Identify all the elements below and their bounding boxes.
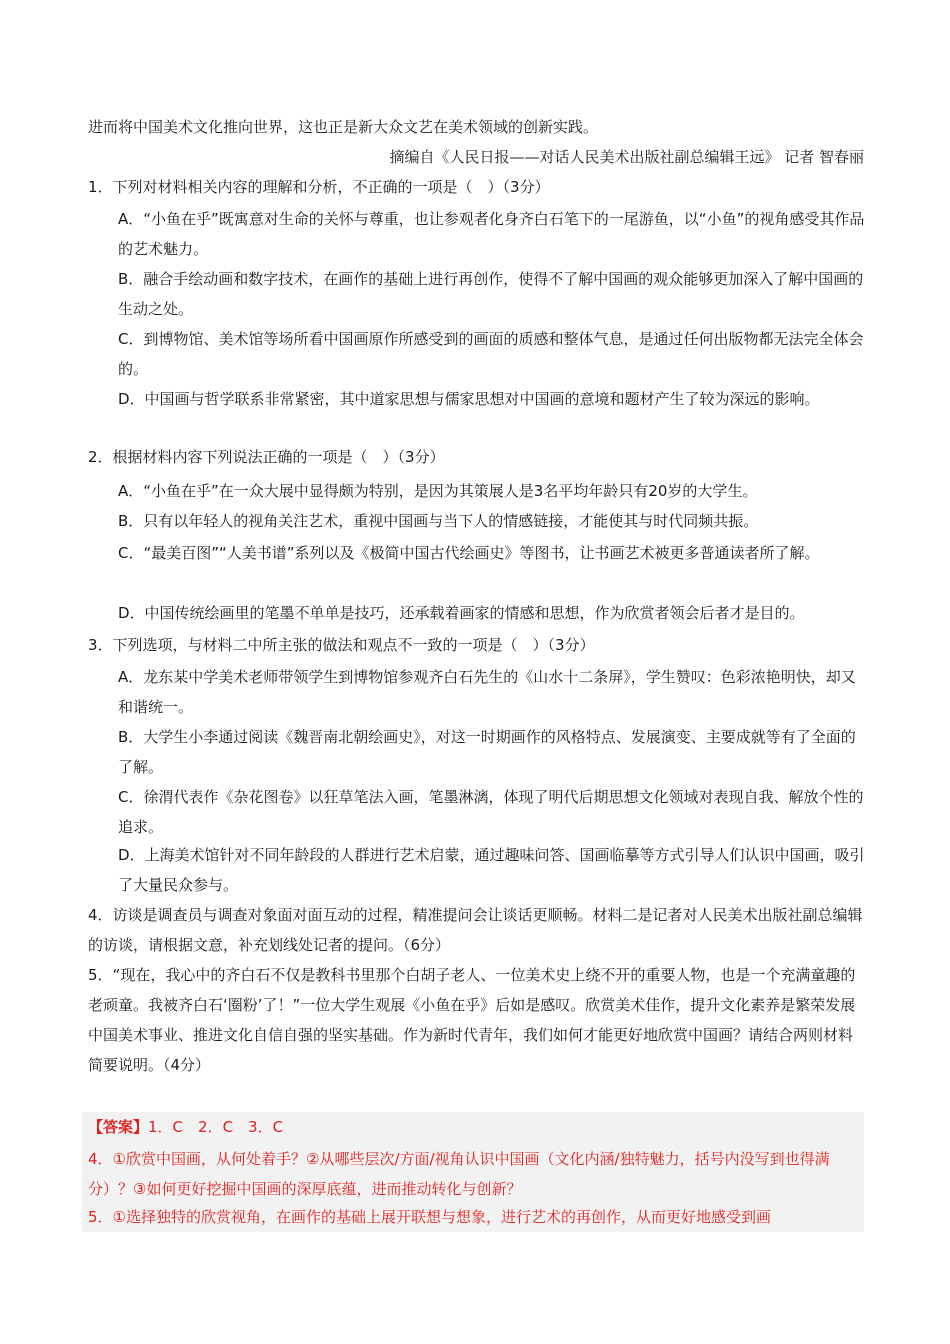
question-2-stem: 2．根据材料内容下列说法正确的一项是（ ）（3分） <box>88 448 445 466</box>
question-4-stem: 4．访谈是调查员与调查对象面对面互动的过程，精准提问会让谈话更顺畅。材料二是记者对人民美术出版社副总编辑的访谈，请根据文意，补充划线处记者的提问。（6分） <box>88 906 863 954</box>
question-2-option-d: D．中国传统绘画里的笔墨不单单是技巧，还承载着画家的情感和思想，作为欣赏者领会后者才是目的。 <box>118 604 805 622</box>
question-2-option-b: B．只有以年轻人的视角关注艺术，重视中国画与当下人的情感链接，才能使其与时代同频共振。 <box>118 512 759 530</box>
question-3-option-a: A．龙东某中学美术老师带领学生到博物馆参观齐白石先生的《山水十二条屏》，学生赞叹：色彩浓艳明快，却又和谐统一。 <box>118 668 856 716</box>
answer-4: 4．①欣赏中国画，从何处着手？②从哪些层次/方面/视角认识中国画（文化内涵/独特魅力，括号内没写到也得满分）？③如何更好挖掘中国画的深厚底蕴，进而推动转化与创新？ <box>88 1150 830 1198</box>
answer-tag: 【答案】 <box>88 1118 149 1136</box>
answer-choice-line <box>88 1112 858 1142</box>
question-3-stem: 3．下列选项，与材料二中所主张的做法和观点不一致的一项是（ ）（3分） <box>88 636 595 654</box>
question-3-option-b: B．大学生小李通过阅读《魏晋南北朝绘画史》，对这一时期画作的风格特点、发展演变、主要成就等有了全面的了解。 <box>118 728 856 776</box>
question-3-option-d: D．上海美术馆针对不同年龄段的人群进行艺术启蒙，通过趣味问答、国画临摹等方式引导人们认识中国画，吸引了大量民众参与。 <box>118 846 865 894</box>
question-1-stem: 1．下列对材料相关内容的理解和分析，不正确的一项是（ ）（3分） <box>88 178 550 196</box>
question-1-option-c: C．到博物馆、美术馆等场所看中国画原作所感受到的画面的质感和整体气息，是通过任何出版物都无法完全体会的。 <box>118 330 864 378</box>
answer-choices: 1．C 2．C 3．C <box>148 1118 284 1136</box>
source-citation: 摘编自《人民日报——对话人民美术出版社副总编辑王远》 记者 智春丽 <box>389 148 864 166</box>
question-2-option-a: A．“小鱼在乎”在一众大展中显得颇为特别，是因为其策展人是3名平均年龄只有20岁的大学生。 <box>118 482 758 500</box>
question-1-option-b: B．融合手绘动画和数字技术，在画作的基础上进行再创作，使得不了解中国画的观众能够更加深入了解中国画的生动之处。 <box>118 270 864 318</box>
intro-paragraph: 进而将中国美术文化推向世界，这也正是新大众文艺在美术领域的创新实践。 <box>88 118 599 136</box>
answer-5: 5．①选择独特的欣赏视角，在画作的基础上展开联想与想象，进行艺术的再创作，从而更好地感受到画 <box>88 1208 771 1226</box>
question-1-option-d: D．中国画与哲学联系非常紧密，其中道家思想与儒家思想对中国画的意境和题材产生了较为深远的影响。 <box>118 390 820 408</box>
question-2-option-c: C．“最美百图”“人美书谱”系列以及《极简中国古代绘画史》等图书，让书画艺术被更多普通读者所了解。 <box>118 544 820 562</box>
question-5-stem: 5．“现在，我心中的齐白石不仅是教科书里那个白胡子老人、一位美术史上绕不开的重要人物，也是一个充满童趣的老顽童。我被齐白石‘圈粉’了！”一位大学生观展《小鱼在乎》后如是感叹。欣赏美术佳作，提升文化素养是繁荣发展中国美术事业、推进文化自信自强的坚实基础。作为新时代青年，我们如何才能更好地欣赏中国画？请结合两则材料简要说明。（4分） <box>88 966 856 1074</box>
question-3-option-c: C．徐渭代表作《杂花图卷》以狂草笔法入画，笔墨淋漓，体现了明代后期思想文化领域对表现自我、解放个性的追求。 <box>118 788 864 836</box>
question-1-option-a: A．“小鱼在乎”既寓意对生命的关怀与尊重，也让参观者化身齐白石笔下的一尾游鱼，以“小鱼”的视角感受其作品的艺术魅力。 <box>118 210 865 258</box>
